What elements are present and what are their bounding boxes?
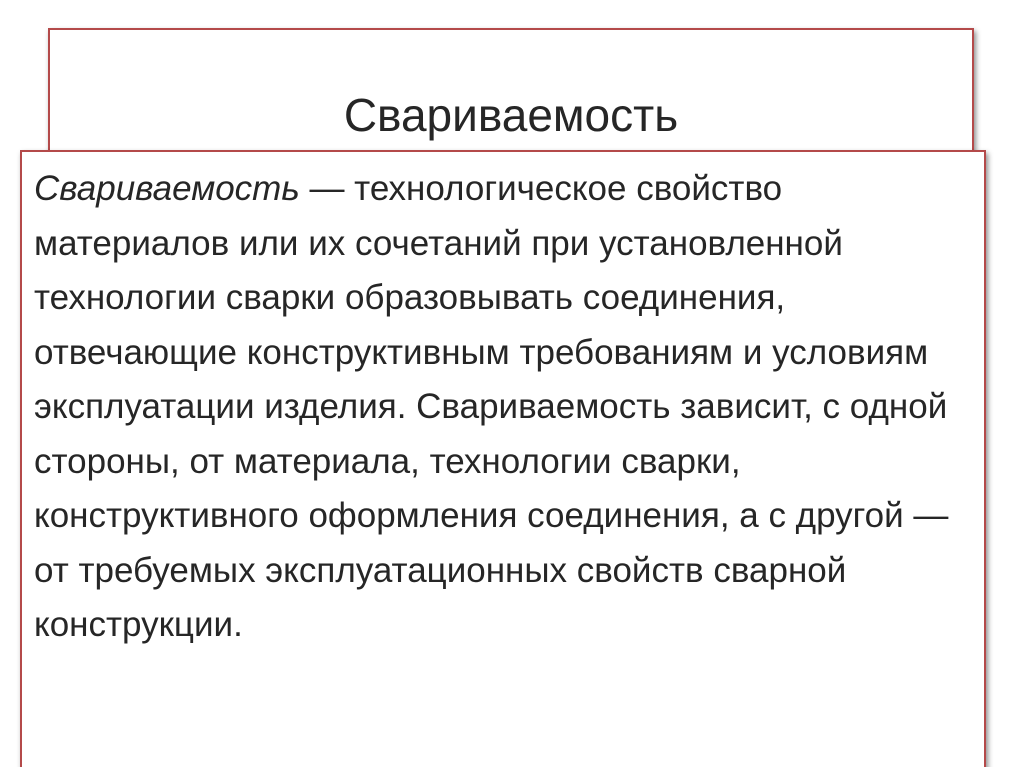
content-box	[20, 150, 986, 767]
definition-paragraph	[34, 162, 964, 653]
slide-title: Свариваемость	[343, 89, 679, 141]
definition-term: Свариваемость	[34, 169, 300, 208]
definition-body: — технологическое свойство материалов или их сочетаний при установленной технологии сварки образовывать соединения, отвечающие конструктивным требованиям и условиям эксплуатации изделия. Свариваемость зависит, с одной стороны, от материала, технологии сварки, конструктивного оформления соединения, а с другой — от требуемых эксплуатационных свойств сварной конструкции.	[34, 169, 949, 644]
